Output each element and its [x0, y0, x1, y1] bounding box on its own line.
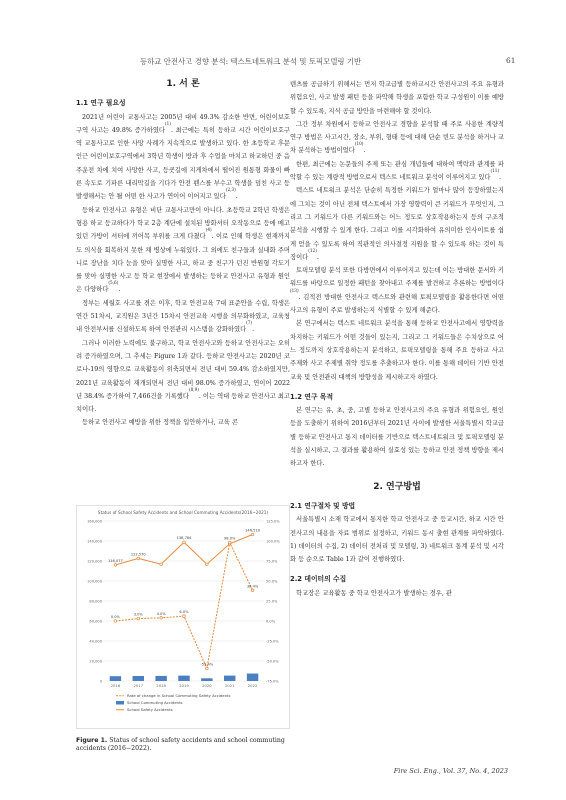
paragraph: 정부는 세월호 사고를 겪은 이후, 학교 안전교육 7대 표준안을 수립, 학생은 연간 51차시, 교직원은 3년간 15차시 안전교육 시행을 의무화하였고, 교육청 내 안전부서를 신설하도록 하여 안전관리 시스템을 강화하였다$^{(7)}$. [76, 299, 290, 334]
rate-of-change-point [160, 617, 163, 620]
y2-tick-label: 100.0% [266, 539, 280, 544]
rate-of-change-point [183, 615, 186, 618]
y-tick-label: 20,000 [89, 659, 102, 664]
safety-accidents-point [183, 541, 186, 544]
bar-commuting-accidents [110, 676, 121, 681]
bar-commuting-accidents [201, 678, 212, 681]
combo-chart [76, 505, 290, 729]
rate-of-change-data-label: -59.4% [200, 662, 214, 667]
legend-swatch [116, 701, 124, 705]
rate-of-change-point [228, 541, 231, 544]
x-tick-label: 2018 [156, 683, 166, 688]
x-tick-label: 2020 [202, 683, 212, 688]
rate-of-change-data-label: 0.0% [110, 615, 120, 619]
paragraph: 한편, 최근에는 논문들의 주제 또는 관심 개념들에 대하여 맥락과 관계를 파악할 수 있는 계량적 방법으로서 텍스트 네트워크 분석이 이루어지고 있다$^{(11)}$. [290, 160, 504, 182]
rate-of-change-point [137, 617, 140, 620]
safety-accidents-point [114, 564, 117, 567]
bar-commuting-accidents [133, 676, 144, 681]
bar-commuting-accidents [178, 676, 189, 681]
safety-accidents-data-label: 116,077 [107, 558, 123, 563]
rate-of-change-point [251, 589, 254, 592]
safety-accidents-data-label: 146,510 [245, 528, 261, 533]
rate-of-change-point [206, 667, 209, 670]
paragraph: 서울특별시 소재 학교에서 통지한 학교 안전사고 중 등교시간, 하교 시간 안전사고의 내용을 자료 범위로 설정하고, 키워드 동시 출현 관계를 파악하였다. 1) 데이터의 수집, 2) 데이터 전처리 및 모델링, 3) 네트워크 통계 분석 및 시각화 등 순으로 Table 1과 같이 진행하였다. [290, 516, 504, 564]
chart-title: Status of School Safety Accidents and School Commuting Accidents(2016~2021) [97, 510, 269, 515]
y2-tick-label: -50.0% [266, 659, 279, 664]
y-tick-label: 40,000 [89, 639, 102, 644]
paragraph: 등하교 안전사고 예방을 위한 정책을 입안하거나, 교육 콘 [82, 419, 238, 427]
right-column [290, 78, 504, 600]
safety-accidents-point [137, 557, 140, 560]
safety-accidents-data-label: 138,784 [176, 536, 192, 541]
y2-tick-label: 75.0% [266, 559, 278, 564]
y2-tick-label: 125.0% [266, 519, 280, 524]
left-column [76, 78, 290, 430]
y-tick-label: 120,000 [87, 559, 102, 564]
paragraph: 토픽모델링 분석 또한 다방면에서 이루어지고 있는데 이는 방대한 문서와 키워드를 바탕으로 일정한 패턴을 찾아내고 주제를 발견하고 추론하는 방법이다$^{(13)}$. 김적전 방대한 안전사고 텍스트와 관련해 토픽모델링을 활용한다면 어떤 사고의 유형이 주로 발생하는지 식별할 수 있게 해준다. [290, 267, 504, 315]
legend-label: School Safety Accidents [127, 707, 173, 712]
section-2-2-title: 2.2 데이터의 수집 [290, 575, 347, 584]
y2-tick-label: 0.0% [266, 619, 276, 624]
paragraph: 텍스트 네트워크 분석은 단순히 특정한 키워드가 얼마나 많이 등장하였는지에 그치는 것이 아닌 전체 텍스트에서 가장 영향력이 큰 키워드가 무엇인지, 그리고 그 키워드가 다른 키워드와는 어느 정도로 상호작용하는지 등의 구조적 분석을 시행할 수 있게 한다. 그리고 이를 시각화하여 유의미한 인사이트를 쉽게 얻을 수 있도록 하여 직관적인 의사결정 지원을 할 수 있도록 하는 것이 특징이다$^{(12)}$. [290, 187, 504, 261]
safety-accidents-point [160, 563, 163, 566]
paragraph: 그간 정부 차원에서 등하교 안전사고 경향을 분석할 때 주로 사용한 계량적 연구 방법은 사고시간, 장소, 부위, 형태 등에 대해 단순 빈도 분석을 하거나 교차 분석하는 방법이었다$^{(10)}$. [290, 120, 504, 155]
safety-accidents-data-label: 122,570 [130, 552, 146, 557]
x-tick-label: 2016 [110, 683, 121, 688]
figure-1 [76, 505, 290, 729]
methods-title: 2. 연구방법 [373, 481, 421, 492]
rate-of-change-point [114, 620, 117, 623]
rate-of-change-data-label: 3.0% [133, 612, 143, 617]
safety-accidents-point [251, 533, 254, 536]
x-tick-label: 2019 [179, 683, 189, 688]
x-tick-label: 2017 [133, 683, 144, 688]
safety-accidents-point [206, 563, 209, 566]
y-tick-label: 0 [99, 679, 102, 684]
bar-commuting-accidents [224, 676, 235, 681]
x-tick-label: 2022 [247, 683, 258, 688]
y-tick-label: 140,000 [87, 539, 102, 544]
rate-of-change-data-label: 4.0% [156, 611, 166, 616]
y2-tick-label: -75.0% [266, 679, 279, 684]
journal-footer: Fire Sci. Eng., Vol. 37, No. 4, 2023 [393, 767, 508, 775]
paragraph: 본 연구는 유, 초, 중, 고별 등하교 안전사고의 주요 유형과 위험요인, 원인 등을 도출하기 위하여 2016년부터 2021년 사이에 발생한 서울특별시 학교급별 등하교 안전사고 통지 데이터를 기반으로 텍스트네트워크 및 토픽모델링 분석을 실시하고, 그 결과를 활용하여 실효성 있는 등하교 안전 정책 방향을 제시하고자 한다. [290, 407, 504, 468]
rate-of-change-data-label: 6.0% [179, 610, 189, 615]
y-tick-label: 100,000 [87, 579, 102, 584]
bar-commuting-accidents [247, 674, 258, 681]
paragraph: 2021년 어린이 교통사고는 2005년 대비 49.3% 감소한 반면, 어린이보호구역 사고는 49.8% 증가하였다$^{(1)}$. 최근에는 특히 등하교 시간 어린이보호구역 교통사고로 인한 사망 사례가 지속적으로 발생하고 있다. 한 초등학교 후문 인근 어린이보호구역에서 3학년 학생이 방과 후 수업을 마치고 하교하던 중 음주운전 차에 치여 사망한 사고, 등굣길에 지게차에서 떨어진 원통형 화물이 빠른 속도로 기파른 내리막길을 기다가 안전 펜스를 부수고 학생을 덮친 사고 등 발생해서는 안 될 어떤 한 사고가 연이어 이어지고 있다$^{(2,3)}$. [76, 113, 290, 201]
section-1-1-title: 1.1 연구 필요성 [76, 99, 126, 108]
y-tick-label: 80,000 [89, 599, 102, 604]
y2-tick-label: -25.0% [266, 639, 279, 644]
paragraph: 본 연구에서는 텍스트 네트워크 분석을 통해 등하교 안전사고에서 영향력을 차지하는 키워드가 어떤 것들이 있는지, 그리고 그 키워드들은 수치상으로 어느 정도까지 상호작용하는지 분석하고, 토픽모델링을 통해 주요 등하교 사고 주제와 사고 주제별 취약 정도를 추출하고자 한다. 이를 통해 데이터 기반 안전교육 및 안전관리 대책의 방향성을 제시하고자 하였다. [290, 320, 504, 381]
intro-title: 1. 서 론 [166, 79, 200, 89]
rate-of-change-data-label: 98.0% [224, 536, 236, 541]
y-tick-label: 60,000 [89, 619, 102, 624]
rate-of-change-data-label: 38.4% [246, 584, 259, 589]
y2-tick-label: 25.0% [266, 599, 278, 604]
section-2-1-title: 2.1 연구절차 및 방법 [290, 501, 356, 510]
legend-label: Rate of change in School Commuting Safety Accidents [127, 693, 231, 698]
y-tick-label: 160,000 [87, 519, 102, 524]
legend-label: School Commuting Accidents [127, 700, 183, 705]
paragraph: 학교장은 교육활동 중 학교 안전사고가 발생하는 경우, 관 [296, 589, 452, 597]
y2-tick-label: 50.0% [266, 579, 278, 584]
running-header: 등하교 안전사고 경향 분석: 텍스트네트워크 분석 및 토픽모델링 기반 [140, 57, 362, 66]
paragraph: 텐츠를 공급하기 위해서는 먼저 학교급별 등하교시간 안전사고의 주요 유형과 위험요인, 사고 발생 패턴 등을 파악해 학생을 포함한 학교 구성원이 이를 예방할 수 있도록, 지식 공급 방안을 마련해야 할 것이다. [290, 81, 504, 115]
page-number: 61 [506, 56, 516, 65]
paragraph: 그러나 이러한 노력에도 불구하고, 학교 안전사고와 등하교 안전사고는 오히려 증가하였으며, 그 추세는 Figure 1과 같다. 등하교 안전사고는 2020년 코로나-19의 영향으로 교육활동이 위축되면서 전년 대비 59.4% 감소하였지만, 2021년 교육활동이 재개되면서 전년 대비 98.0% 증가하였고, 연이어 2022년 38.4% 증가하여 7,466건을 기록했다$^{(8,9)}$. 이는 역대 등하교 안전사고 최고치이다. [76, 339, 291, 414]
figure-caption: Figure 1. Status of school safety accidents and school commuting accidents (2016−2022). [76, 737, 285, 752]
x-tick-label: 2021 [224, 683, 235, 688]
bar-commuting-accidents [155, 676, 166, 681]
section-1-2-title: 1.2 연구 목적 [290, 392, 334, 401]
paragraph: 등하교 안전사고 유형은 비단 교통사고만이 아니다. 초등학교 2학년 학생은 형용 하교 등교하다가 학교 2층 계단에 설치된 방화셔터 오작동으로 등에 메고 있던 가방이 셔터에 끼어목 부위를 크게 다쳤다$^{(4)}$. 이로 인해 학생은 현재까지도 의식을 회복하지 못한 채 병상에 누워있다. 그 외에도 친구들과 실내화 주머니로 장난을 치다 눈을 맞아 실명한 사고, 하교 중 친구가 던진 반원형 각도기를 맞아 실명한 사고 등 학교 현장에서 발생하는 등하교 안전사고 유형과 원인은 다양하다$^{(5,6)}$. [76, 206, 290, 294]
